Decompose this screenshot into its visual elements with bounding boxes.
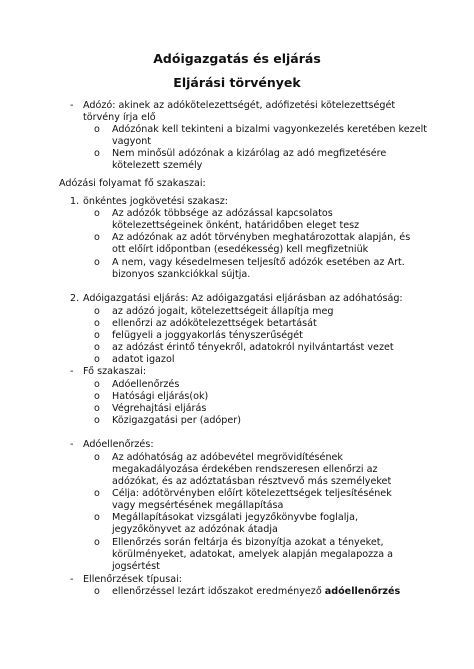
s1-item-1-line-2: kötelezettségeinek önként, határidőben eleget tesz xyxy=(112,220,360,231)
s2-item-3: felügyeli a joggyakorlás tényszerűségét xyxy=(112,330,303,341)
s1-item-3-line-2: bizonyos szankciókkal sújtja. xyxy=(112,269,251,280)
sub-bullet: o xyxy=(94,342,100,353)
ae-item-1-line-3: adózókat, és az adóztatásban résztvevő más személyeket xyxy=(112,476,392,487)
section-2-label: Adóigazgatási eljárás: Az adóigazgatási eljárásban az adóhatóság: xyxy=(83,293,403,304)
ae-item-3-line-1: Megállapításokat vizsgálati jegyzőkönyvbe foglalja, xyxy=(112,512,359,523)
folyamat-heading: Adózási folyamat fő szakaszai: xyxy=(59,178,206,189)
ae-item-4-line-1: Ellenőrzés során feltárja és bizonyítja azokat a tényeket, xyxy=(112,537,384,548)
section-1-label: önkéntes jogkövetési szakasz: xyxy=(83,196,228,207)
fo-szakasz-item-3: Végrehajtási eljárás xyxy=(112,403,207,414)
adoellenorzes-label: Adóellenőrzés: xyxy=(83,439,154,450)
sub-bullet: o xyxy=(94,306,100,317)
s1-item-2-line-1: Az adózónak az adót törvényben meghatározottak alapján, és xyxy=(112,232,411,243)
document-title: Adóigazgatás és eljárás xyxy=(153,51,321,66)
s2-item-1: az adózó jogait, kötelezettségeit állapítja meg xyxy=(112,306,334,317)
adozo-line-2: törvény írja elő xyxy=(83,112,156,123)
sub-bullet: o xyxy=(94,354,100,365)
adozo-sub-1-line-2: vagyont xyxy=(112,136,152,147)
adozo-sub-2-line-1: Nem minősül adózónak a kizárólag az adó megfizetésére xyxy=(112,148,387,159)
ellenorzesek-item-text: ellenőrzéssel lezárt időszakot eredményező xyxy=(112,586,325,597)
ae-item-4-line-3: jogsértést xyxy=(112,561,160,572)
ae-item-2-line-1: Célja: adótörvényben előírt kötelezettségek teljesítésének xyxy=(112,488,392,499)
sub-bullet: o xyxy=(94,391,100,402)
ellenorzesek-item-bold: adóellenőrzés xyxy=(324,586,401,597)
s2-item-5: adatot igazol xyxy=(112,354,175,365)
sub-bullet: o xyxy=(94,257,100,268)
ae-item-3-line-2: jegyzőkönyvet az adózónak átadja xyxy=(112,524,278,535)
list-bullet: - xyxy=(70,574,74,585)
sub-bullet: o xyxy=(94,403,100,414)
sub-bullet: o xyxy=(94,148,100,159)
sub-bullet: o xyxy=(94,512,100,523)
list-bullet: - xyxy=(70,439,74,450)
sub-bullet: o xyxy=(94,124,100,135)
adozo-line-1: Adózó: akinek az adókötelezettségét, adófizetési kötelezettségét xyxy=(83,100,396,111)
adozo-sub-1-line-1: Adózónak kell tekinteni a bizalmi vagyonkezelés keretében kezelt xyxy=(112,124,428,135)
section-number: 2. xyxy=(70,293,80,304)
section-number: 1. xyxy=(70,196,80,207)
sub-bullet: o xyxy=(94,452,100,463)
ae-item-4-line-2: körülményeket, adatokat, amelyek alapján megalapozza a xyxy=(112,549,394,560)
s2-item-2: ellenőrzi az adókötelezettségek betartását xyxy=(112,318,317,329)
fo-szakasz-item-2: Hatósági eljárás(ok) xyxy=(112,391,209,402)
ae-item-2-line-2: vagy megsértésének megállapítása xyxy=(112,500,284,511)
fo-szakasz-item-1: Adóellenőrzés xyxy=(112,379,180,390)
sub-bullet: o xyxy=(94,232,100,243)
s2-item-4: az adózást érintő tényekről, adatokról nyilvántartást vezet xyxy=(112,342,394,353)
fo-szakasz-item-4: Közigazgatási per (adóper) xyxy=(112,415,241,426)
document-subtitle: Eljárási törvények xyxy=(173,75,301,90)
list-bullet: - xyxy=(70,100,74,111)
s1-item-3-line-1: A nem, vagy késedelmesen teljesítő adózók esetében az Art. xyxy=(112,257,405,268)
sub-bullet: o xyxy=(94,586,100,597)
sub-bullet: o xyxy=(94,379,100,390)
ellenorzesek-label: Ellenőrzések típusai: xyxy=(83,574,183,585)
s1-item-2-line-2: ott előírt időpontban (esedékesség) kell megfizetniük xyxy=(112,244,369,255)
adozo-sub-2-line-2: kötelezett személy xyxy=(112,160,203,171)
list-bullet: - xyxy=(70,366,74,377)
sub-bullet: o xyxy=(94,537,100,548)
sub-bullet: o xyxy=(94,330,100,341)
sub-bullet: o xyxy=(94,208,100,219)
ae-item-1-line-1: Az adóhatóság az adóbevétel megrövidítésének xyxy=(112,452,343,463)
sub-bullet: o xyxy=(94,488,100,499)
sub-bullet: o xyxy=(94,318,100,329)
ellenorzesek-item-1 xyxy=(112,586,400,598)
ae-item-1-line-2: megakadályozása érdekében rendszeresen ellenőrzi az xyxy=(112,464,378,475)
s1-item-1-line-1: Az adózók többsége az adózással kapcsolatos xyxy=(112,208,333,219)
fo-szakaszai-label: Fő szakaszai: xyxy=(83,366,147,377)
sub-bullet: o xyxy=(94,415,100,426)
